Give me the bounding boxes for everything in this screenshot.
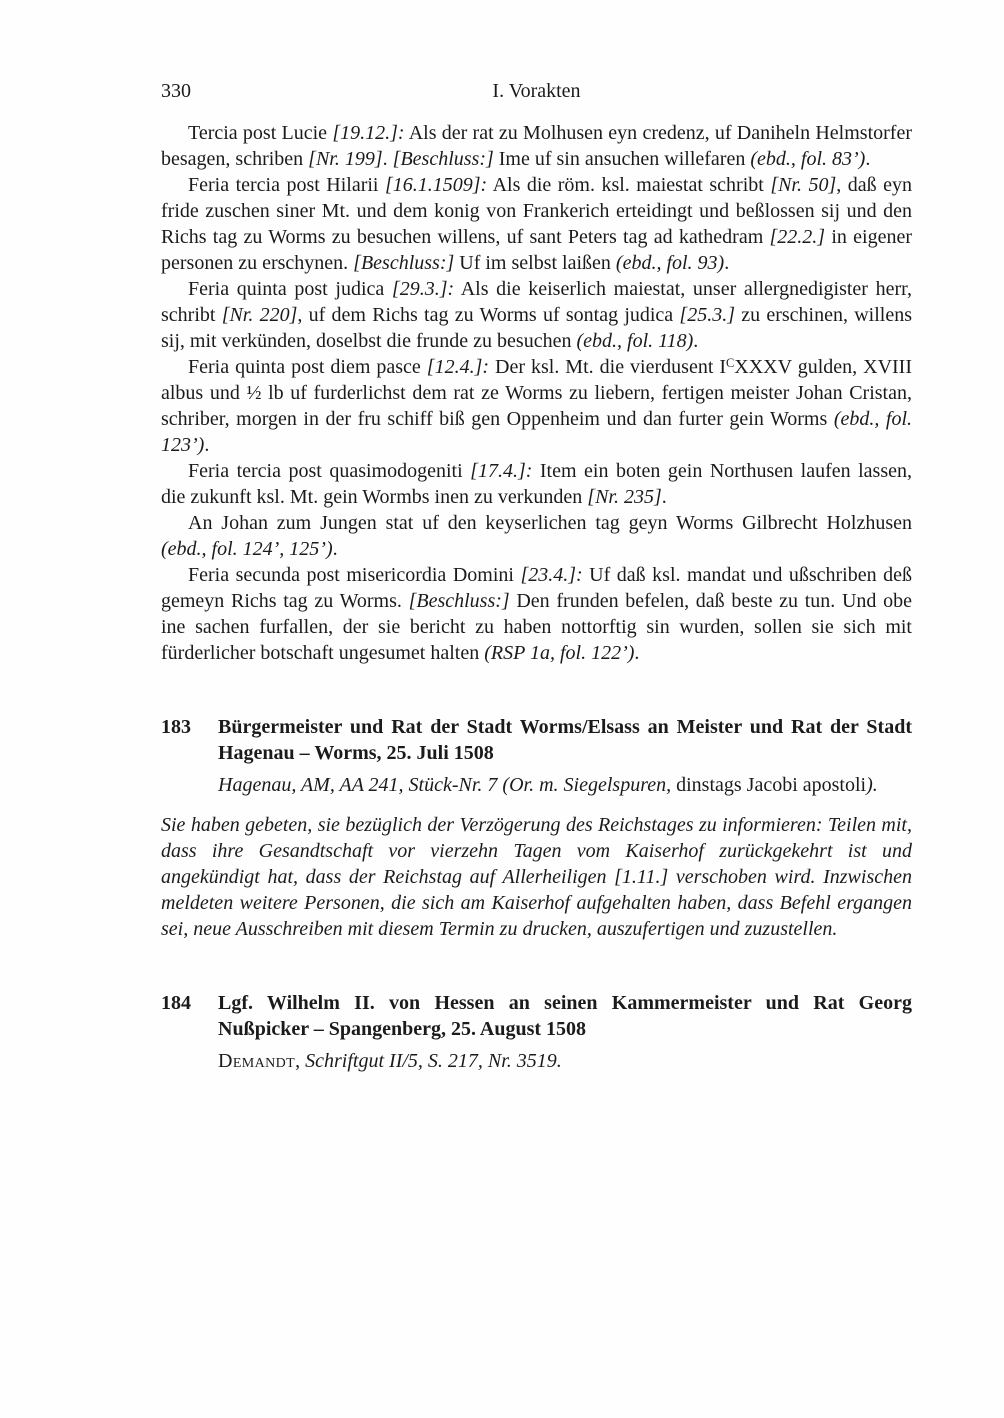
regest-paragraph-3: Feria quinta post judica [29.3.]: Als die keiserlich maiestat, unser allergnedigister herr, schribt [Nr. 220], uf dem Richs tag zu Worms uf sontag judica [25.3.] zu erschinen, willens sij, mit verkünden, doselbst die frunde zu besuchen (ebd., fol. 118).: [161, 278, 913, 352]
page-content: [161, 78, 912, 1074]
entry-number: 184: [161, 992, 191, 1014]
entry-summary: Sie haben gebeten, sie bezüglich der Verzögerung des Reichstages zu informieren: Teilen mit, dass ihre Gesandtschaft vor vierzehn Tagen vom Kaiserhof zurückgekehrt ist und angekündigt hat, dass der Reichstag auf Allerheiligen [1.11.] verschoben wird. Inzwischen meldeten weitere Personen, die sich am Kaiserhof aufgehalten haben, dass Befehl ergangen sei, neue Ausschreiben mit diesem Termin zu drucken, auszufertigen und zuzustellen.: [161, 814, 912, 940]
entry-183-heading: [161, 714, 912, 766]
running-header: [161, 78, 912, 104]
regest-paragraphs: [161, 120, 912, 666]
entry-source-citation: Demandt, Schriftgut II/5, S. 217, Nr. 3519.: [218, 1050, 562, 1072]
entry-184: [161, 990, 912, 1074]
entry-number: 183: [161, 716, 191, 738]
entry-source-citation: Hagenau, AM, AA 241, Stück-Nr. 7 (Or. m. Siegelspuren, dinstags Jacobi apostoli).: [218, 774, 878, 796]
regest-paragraph-4: Feria quinta post diem pasce [12.4.]: Der ksl. Mt. die vierdusent $I^CXXXV$ gulden, XVIII albus und ½ lb uf furderlichst dem rat ze Worms zu liebern, fertigen meister Johan Cristan, schriber, morgen in der fru schiff biß gen Oppenheim und dan furter gein Worms (ebd., fol. 123’).: [161, 355, 912, 456]
entry-183: [161, 714, 912, 942]
regest-paragraph-6: An Johan zum Jungen stat uf den keyserlichen tag geyn Worms Gilbrecht Holzhusen (ebd., fol. 124’, 125’).: [161, 512, 912, 560]
entry-184-heading: [161, 990, 912, 1042]
regest-paragraph-1: Tercia post Lucie [19.12.]: Als der rat zu Molhusen eyn credenz, uf Daniheln Helmstorfer besagen, schriben [Nr. 199]. [Beschluss:] Ime uf sin ansuchen willefaren (ebd., fol. 83’).: [161, 122, 912, 170]
regest-paragraph-7: Feria secunda post misericordia Domini [23.4.]: Uf daß ksl. mandat und ußschriben deß gemeyn Richs tag zu Worms. [Beschluss:] Den frunden befelen, daß beste zu tun. Und obe ine sachen furfallen, der sie bericht zu haben nottorftig sin wurden, sollen sie sich mit fürderlicher botschaft ungesumet halten (RSP 1a, fol. 122’).: [161, 564, 912, 664]
entry-title: Lgf. Wilhelm II. von Hessen an seinen Kammermeister und Rat Georg Nußpicker – Spangenberg, 25. August 1508: [218, 992, 912, 1040]
running-head-title: I. Vorakten: [492, 80, 581, 102]
regest-paragraph-5: Feria tercia post quasimodogeniti [17.4.]: Item ein boten gein Northusen laufen lassen, die zukunft ksl. Mt. gein Wormbs inen zu verkunden [Nr. 235].: [161, 460, 912, 508]
page-number: 330: [161, 80, 191, 102]
entry-title: Bürgermeister und Rat der Stadt Worms/Elsass an Meister und Rat der Stadt Hagenau – Worms, 25. Juli 1508: [218, 716, 912, 764]
regest-paragraph-2: Feria tercia post Hilarii [16.1.1509]: Als die röm. ksl. maiestat schribt [Nr. 50], daß eyn fride zuschen siner Mt. und dem konig von Frankerich erteidingt und beßlossen sij und den Richs tag zu Worms zu besuchen willens, uf sant Peters tag ad kathedram [22.2.] in eigener personen zu erschynen. [Beschluss:] Uf im selbst laißen (ebd., fol. 93).: [161, 174, 912, 274]
